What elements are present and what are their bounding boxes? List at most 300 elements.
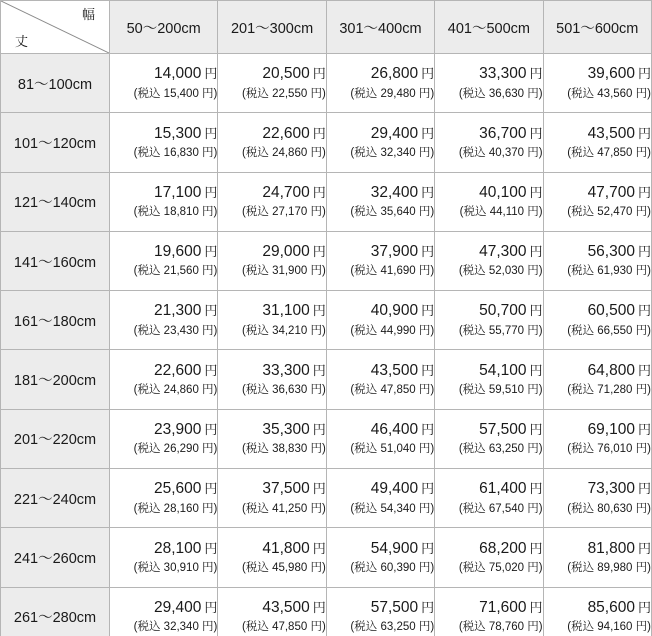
price-number: 46,400 [370, 420, 419, 438]
price-number: 22,600 [262, 124, 310, 142]
price-number: 40,900 [370, 302, 419, 320]
tax-included-value [110, 502, 217, 518]
price-number: 54,900 [370, 539, 419, 557]
tax-prefix: (税込 [458, 146, 489, 159]
price-cell [110, 469, 218, 528]
price-value [110, 598, 217, 617]
price-cell [326, 469, 434, 528]
tax-included-value [327, 561, 434, 577]
price-cell [326, 587, 434, 636]
column-header: 201〜300cm [218, 1, 326, 54]
tax-number: 80,630 [597, 502, 633, 515]
tax-prefix: (税込 [350, 621, 381, 634]
price-cell [435, 350, 543, 409]
tax-included-value [435, 620, 542, 636]
tax-suffix: 円) [415, 146, 435, 159]
price-cell [110, 172, 218, 231]
tax-suffix: 円) [632, 206, 651, 219]
tax-prefix: (税込 [350, 561, 381, 574]
price-value [544, 301, 651, 320]
yen-unit: 円 [421, 481, 435, 497]
price-value [218, 242, 325, 261]
tax-number: 24,860 [272, 146, 308, 159]
tax-number: 24,860 [163, 384, 199, 397]
yen-unit: 円 [529, 184, 543, 200]
price-value [544, 361, 651, 380]
yen-unit: 円 [204, 362, 218, 378]
price-value [218, 539, 325, 558]
tax-number: 36,630 [272, 384, 308, 397]
price-number: 36,700 [479, 124, 527, 142]
yen-unit: 円 [204, 599, 218, 615]
tax-number: 60,390 [380, 561, 416, 574]
tax-suffix: 円) [415, 621, 435, 634]
yen-unit: 円 [529, 540, 543, 556]
yen-unit: 円 [312, 66, 326, 82]
price-number: 37,500 [262, 480, 310, 498]
tax-included-value [218, 561, 325, 577]
tax-number: 41,690 [380, 265, 416, 278]
tax-prefix: (税込 [567, 87, 598, 100]
tax-prefix: (税込 [133, 621, 164, 634]
price-value [218, 301, 325, 320]
tax-suffix: 円) [632, 265, 651, 278]
yen-unit: 円 [204, 303, 218, 319]
tax-suffix: 円) [632, 443, 651, 456]
yen-unit: 円 [421, 362, 435, 378]
tax-number: 44,110 [489, 206, 525, 219]
yen-unit: 円 [637, 540, 651, 556]
tax-prefix: (税込 [133, 206, 164, 219]
price-cell [543, 113, 651, 172]
tax-prefix: (税込 [350, 443, 381, 456]
tax-suffix: 円) [524, 146, 543, 159]
tax-number: 44,990 [380, 324, 416, 337]
row-header: 221〜240cm [1, 469, 110, 528]
yen-unit: 円 [637, 303, 651, 319]
price-value [435, 124, 542, 143]
price-number: 19,600 [153, 243, 202, 261]
price-value [218, 124, 325, 143]
tax-included-value [110, 383, 217, 399]
price-number: 68,200 [479, 539, 527, 557]
tax-included-value [327, 502, 434, 518]
price-cell [110, 113, 218, 172]
price-cell [110, 350, 218, 409]
tax-suffix: 円) [524, 443, 543, 456]
price-number: 29,400 [370, 124, 419, 142]
price-value [544, 539, 651, 558]
price-number: 31,100 [262, 302, 310, 320]
price-number: 54,100 [479, 361, 527, 379]
tax-prefix: (税込 [242, 324, 273, 337]
tax-suffix: 円) [307, 443, 326, 456]
tax-suffix: 円) [524, 502, 543, 515]
column-header: 401〜500cm [435, 1, 543, 54]
yen-unit: 円 [421, 66, 435, 82]
yen-unit: 円 [421, 303, 435, 319]
yen-unit: 円 [637, 599, 651, 615]
tax-suffix: 円) [307, 621, 326, 634]
price-cell [435, 231, 543, 290]
yen-unit: 円 [529, 303, 543, 319]
price-value [435, 361, 542, 380]
tax-prefix: (税込 [458, 265, 489, 278]
yen-unit: 円 [421, 540, 435, 556]
tax-prefix: (税込 [458, 384, 489, 397]
price-value [110, 479, 217, 498]
price-cell [110, 528, 218, 587]
tax-prefix: (税込 [133, 443, 164, 456]
table-header-row [1, 1, 652, 54]
table-body [1, 54, 652, 636]
yen-unit: 円 [204, 540, 218, 556]
tax-included-value [435, 383, 542, 399]
tax-suffix: 円) [198, 443, 218, 456]
price-value [435, 242, 542, 261]
tax-included-value [110, 442, 217, 458]
price-number: 20,500 [262, 65, 310, 83]
tax-suffix: 円) [415, 206, 435, 219]
tax-prefix: (税込 [350, 146, 381, 159]
price-number: 56,300 [587, 243, 635, 261]
tax-number: 63,250 [380, 621, 416, 634]
table-head [1, 1, 652, 54]
price-value [218, 598, 325, 617]
tax-prefix: (税込 [242, 502, 273, 515]
tax-included-value [327, 442, 434, 458]
price-number: 43,500 [370, 361, 419, 379]
price-cell [110, 54, 218, 113]
tax-prefix: (税込 [350, 265, 381, 278]
price-number: 24,700 [262, 183, 310, 201]
tax-suffix: 円) [632, 324, 651, 337]
price-cell [435, 54, 543, 113]
yen-unit: 円 [421, 244, 435, 260]
price-cell [218, 409, 326, 468]
yen-unit: 円 [637, 125, 651, 141]
tax-suffix: 円) [198, 206, 218, 219]
price-cell [543, 172, 651, 231]
row-header: 121〜140cm [1, 172, 110, 231]
price-cell [435, 587, 543, 636]
tax-suffix: 円) [307, 206, 326, 219]
tax-included-value [544, 205, 651, 221]
tax-included-value [218, 383, 325, 399]
tax-included-value [544, 146, 651, 162]
price-cell [326, 350, 434, 409]
tax-prefix: (税込 [458, 502, 489, 515]
price-cell [326, 409, 434, 468]
price-number: 33,300 [479, 65, 527, 83]
table-row [1, 172, 652, 231]
tax-suffix: 円) [632, 384, 651, 397]
price-cell [218, 469, 326, 528]
price-value [110, 420, 217, 439]
tax-prefix: (税込 [458, 87, 489, 100]
tax-suffix: 円) [524, 621, 543, 634]
price-value [544, 64, 651, 83]
tax-prefix: (税込 [242, 384, 273, 397]
tax-number: 31,900 [272, 265, 308, 278]
tax-suffix: 円) [524, 206, 543, 219]
price-value [435, 183, 542, 202]
column-header: 501〜600cm [543, 1, 651, 54]
tax-suffix: 円) [415, 384, 435, 397]
price-number: 29,400 [153, 598, 202, 616]
price-cell [218, 528, 326, 587]
tax-number: 51,040 [380, 443, 416, 456]
price-cell [543, 54, 651, 113]
tax-prefix: (税込 [133, 146, 164, 159]
price-value [327, 539, 434, 558]
tax-suffix: 円) [198, 561, 218, 574]
tax-prefix: (税込 [133, 384, 164, 397]
price-number: 47,300 [479, 243, 527, 261]
tax-number: 40,370 [488, 146, 525, 159]
tax-suffix: 円) [415, 561, 435, 574]
tax-number: 66,550 [597, 324, 633, 337]
column-header: 301〜400cm [326, 1, 434, 54]
price-value [435, 301, 542, 320]
tax-suffix: 円) [198, 621, 218, 634]
yen-unit: 円 [421, 599, 435, 615]
yen-unit: 円 [637, 362, 651, 378]
tax-suffix: 円) [415, 265, 435, 278]
tax-included-value [435, 502, 542, 518]
table-row [1, 528, 652, 587]
row-header: 81〜100cm [1, 54, 110, 113]
price-cell [218, 291, 326, 350]
row-header: 201〜220cm [1, 409, 110, 468]
price-cell [326, 231, 434, 290]
yen-unit: 円 [312, 125, 326, 141]
tax-included-value [544, 87, 651, 103]
price-number: 23,900 [153, 420, 202, 438]
tax-included-value [218, 146, 325, 162]
price-value [327, 420, 434, 439]
price-number: 17,100 [153, 183, 202, 201]
price-value [435, 598, 542, 617]
height-axis-label: 丈 [15, 34, 29, 49]
tax-number: 75,020 [488, 561, 525, 574]
tax-number: 45,980 [272, 561, 308, 574]
yen-unit: 円 [529, 421, 543, 437]
tax-prefix: (税込 [567, 443, 598, 456]
price-cell [326, 291, 434, 350]
yen-unit: 円 [312, 421, 326, 437]
price-cell [435, 409, 543, 468]
price-number: 64,800 [587, 361, 635, 379]
tax-included-value [435, 87, 542, 103]
tax-included-value [544, 442, 651, 458]
tax-prefix: (税込 [458, 443, 489, 456]
price-number: 32,400 [370, 183, 419, 201]
corner-header-cell [1, 1, 110, 54]
price-cell [435, 291, 543, 350]
tax-number: 38,830 [272, 443, 308, 456]
tax-number: 63,250 [488, 443, 525, 456]
price-number: 26,800 [370, 65, 419, 83]
tax-prefix: (税込 [242, 87, 273, 100]
tax-prefix: (税込 [350, 384, 381, 397]
price-value [544, 242, 651, 261]
price-value [544, 124, 651, 143]
price-cell [543, 587, 651, 636]
price-value [327, 301, 434, 320]
tax-number: 55,770 [488, 324, 525, 337]
price-value [544, 598, 651, 617]
tax-prefix: (税込 [458, 561, 489, 574]
tax-prefix: (税込 [350, 324, 381, 337]
price-number: 43,500 [587, 124, 635, 142]
tax-prefix: (税込 [242, 621, 273, 634]
price-number: 73,300 [587, 480, 635, 498]
tax-number: 54,340 [380, 502, 416, 515]
tax-included-value [327, 205, 434, 221]
yen-unit: 円 [312, 599, 326, 615]
tax-included-value [327, 87, 434, 103]
price-cell [326, 172, 434, 231]
price-value [110, 64, 217, 83]
tax-included-value [218, 442, 325, 458]
tax-suffix: 円) [307, 384, 326, 397]
tax-number: 94,160 [597, 621, 633, 634]
price-cell [326, 113, 434, 172]
tax-included-value [218, 324, 325, 340]
tax-suffix: 円) [415, 87, 435, 100]
price-number: 71,600 [479, 598, 527, 616]
tax-prefix: (税込 [458, 324, 489, 337]
tax-included-value [327, 264, 434, 280]
price-cell [218, 172, 326, 231]
price-cell [110, 291, 218, 350]
yen-unit: 円 [529, 362, 543, 378]
tax-prefix: (税込 [567, 206, 598, 219]
tax-suffix: 円) [524, 384, 543, 397]
tax-prefix: (税込 [567, 146, 598, 159]
tax-included-value [435, 324, 542, 340]
price-cell [110, 231, 218, 290]
price-value [110, 242, 217, 261]
tax-included-value [110, 87, 217, 103]
tax-prefix: (税込 [133, 265, 164, 278]
tax-included-value [110, 146, 217, 162]
price-value [110, 539, 217, 558]
yen-unit: 円 [637, 66, 651, 82]
tax-suffix: 円) [198, 502, 218, 515]
column-header: 50〜200cm [110, 1, 218, 54]
tax-prefix: (税込 [567, 561, 598, 574]
tax-number: 29,480 [380, 87, 416, 100]
tax-number: 23,430 [163, 324, 199, 337]
table-row [1, 231, 652, 290]
price-number: 35,300 [262, 420, 310, 438]
price-value [327, 598, 434, 617]
tax-number: 32,340 [163, 621, 199, 634]
tax-suffix: 円) [307, 265, 326, 278]
tax-number: 21,560 [163, 265, 199, 278]
price-cell [543, 350, 651, 409]
yen-unit: 円 [204, 421, 218, 437]
price-cell [435, 113, 543, 172]
yen-unit: 円 [637, 481, 651, 497]
table-row [1, 291, 652, 350]
yen-unit: 円 [204, 184, 218, 200]
tax-number: 22,550 [272, 87, 308, 100]
table-row [1, 409, 652, 468]
yen-unit: 円 [637, 184, 651, 200]
tax-prefix: (税込 [459, 206, 490, 219]
table-row [1, 113, 652, 172]
tax-included-value [218, 620, 325, 636]
tax-number: 47,850 [272, 621, 308, 634]
price-number: 57,500 [370, 598, 419, 616]
tax-number: 52,030 [488, 265, 525, 278]
price-value [327, 361, 434, 380]
tax-number: 47,850 [380, 384, 416, 397]
row-header: 141〜160cm [1, 231, 110, 290]
tax-prefix: (税込 [242, 206, 273, 219]
tax-number: 27,170 [272, 206, 308, 219]
price-value [110, 124, 217, 143]
tax-prefix: (税込 [350, 87, 381, 100]
table-row [1, 350, 652, 409]
price-number: 49,400 [370, 480, 419, 498]
tax-number: 71,280 [597, 384, 633, 397]
tax-included-value [544, 502, 651, 518]
price-number: 69,100 [587, 420, 635, 438]
tax-number: 59,510 [488, 384, 525, 397]
yen-unit: 円 [529, 244, 543, 260]
row-header: 101〜120cm [1, 113, 110, 172]
tax-prefix: (税込 [458, 621, 489, 634]
price-cell [543, 231, 651, 290]
price-cell [543, 469, 651, 528]
price-value [218, 479, 325, 498]
price-number: 81,800 [587, 539, 635, 557]
tax-suffix: 円) [307, 146, 326, 159]
price-number: 25,600 [153, 480, 202, 498]
tax-number: 26,290 [163, 443, 199, 456]
tax-number: 67,540 [488, 502, 525, 515]
tax-suffix: 円) [415, 443, 435, 456]
price-number: 50,700 [479, 302, 527, 320]
yen-unit: 円 [529, 481, 543, 497]
price-cell [543, 528, 651, 587]
price-value [110, 183, 217, 202]
tax-included-value [435, 442, 542, 458]
tax-suffix: 円) [198, 384, 218, 397]
tax-prefix: (税込 [242, 561, 273, 574]
yen-unit: 円 [637, 421, 651, 437]
price-value [218, 420, 325, 439]
price-number: 29,000 [262, 243, 310, 261]
tax-included-value [544, 620, 651, 636]
price-value [435, 479, 542, 498]
tax-prefix: (税込 [350, 206, 381, 219]
tax-included-value [110, 264, 217, 280]
price-value [435, 420, 542, 439]
yen-unit: 円 [204, 244, 218, 260]
price-cell [110, 587, 218, 636]
price-value [218, 183, 325, 202]
price-value [544, 479, 651, 498]
yen-unit: 円 [312, 244, 326, 260]
tax-included-value [218, 87, 325, 103]
tax-included-value [327, 324, 434, 340]
price-cell [435, 528, 543, 587]
